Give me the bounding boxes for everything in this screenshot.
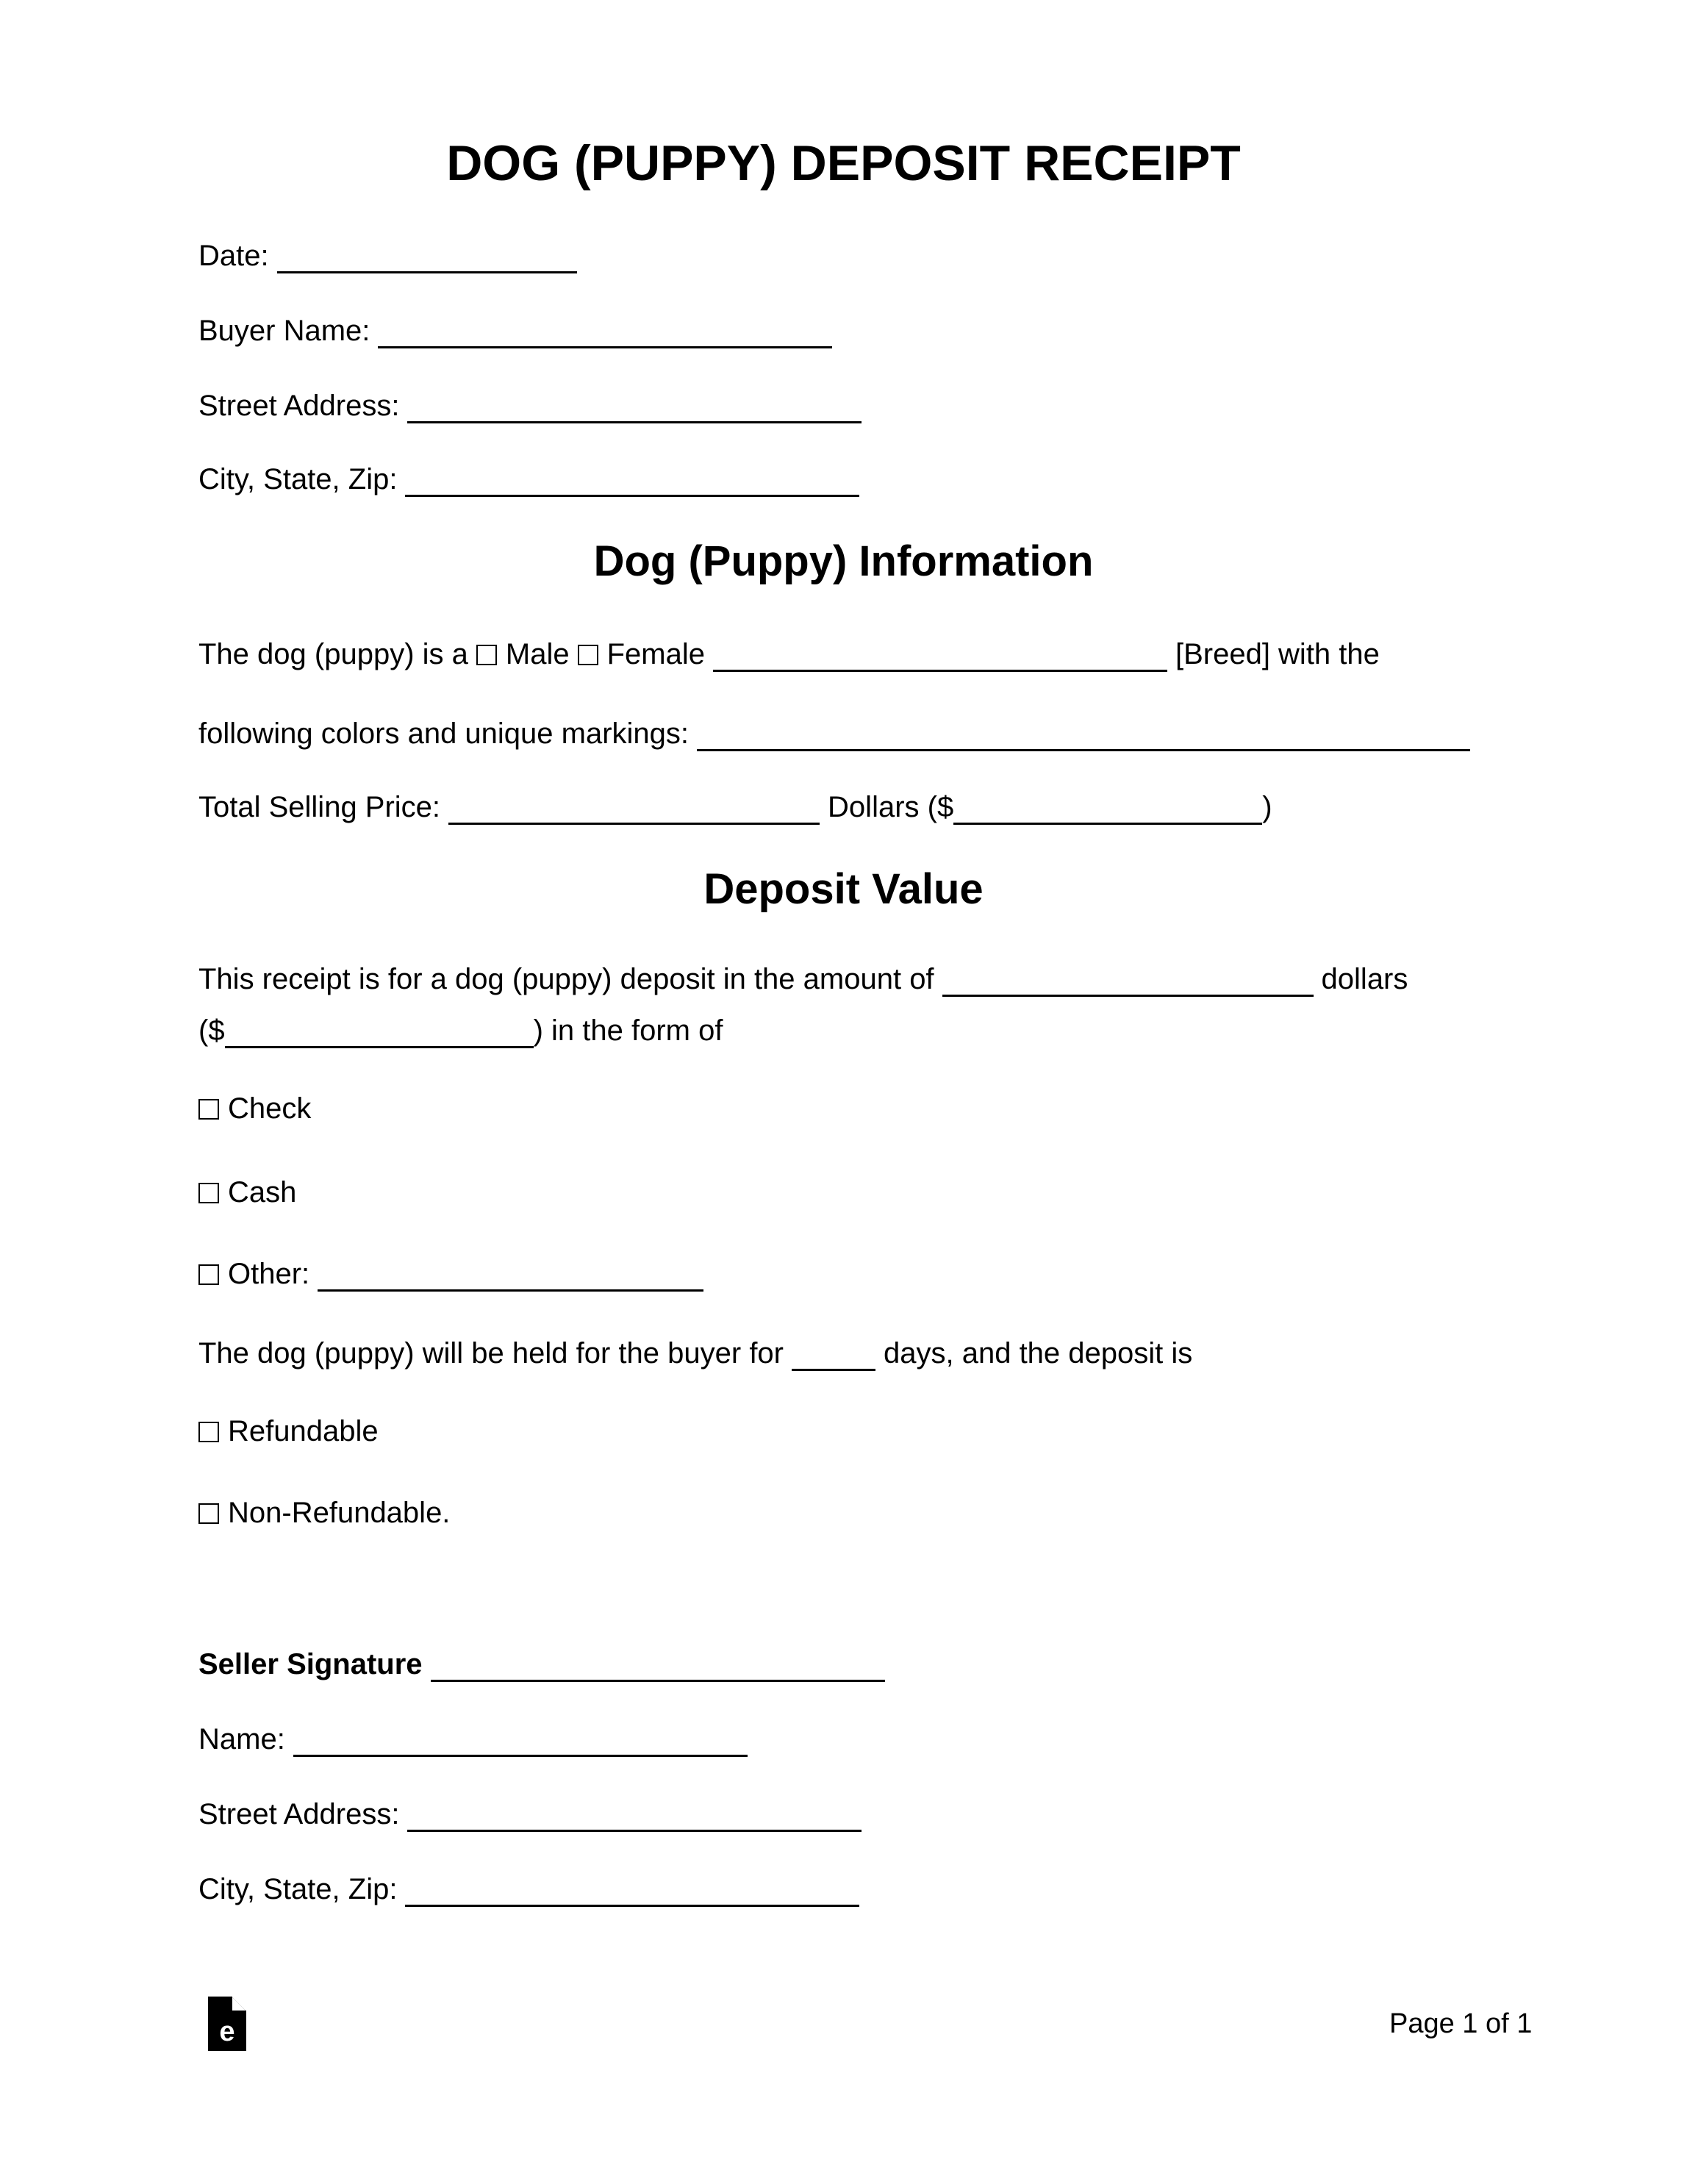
- dog-info-heading: Dog (Puppy) Information: [593, 537, 1094, 585]
- buyer-street-row: [198, 388, 862, 423]
- markings-field[interactable]: [697, 721, 1470, 751]
- other-label: Other:: [228, 1258, 310, 1290]
- document-title: DOG (PUPPY) DEPOSIT RECEIPT: [446, 135, 1241, 191]
- hold-days-row: [198, 1336, 1192, 1371]
- buyer-street-label: Street Address:: [198, 390, 400, 422]
- cash-checkbox[interactable]: [198, 1183, 219, 1203]
- date-field[interactable]: [277, 243, 577, 273]
- buyer-city-row: [198, 462, 859, 497]
- payment-option-other: [198, 1256, 703, 1292]
- dog-line-prefix: The dog (puppy) is a: [198, 638, 468, 670]
- selling-price-label: Total Selling Price:: [198, 791, 441, 823]
- buyer-street-field[interactable]: [407, 393, 862, 423]
- eforms-document-icon: [208, 1997, 246, 2051]
- female-checkbox[interactable]: [578, 645, 598, 665]
- deposit-heading: Deposit Value: [703, 865, 984, 913]
- seller-name-label: Name:: [198, 1723, 285, 1755]
- payment-option-check: [198, 1091, 311, 1126]
- seller-city-label: City, State, Zip:: [198, 1873, 398, 1905]
- selling-price-amount-field[interactable]: [953, 795, 1262, 825]
- hold-prefix: The dog (puppy) will be held for the buyer for: [198, 1337, 784, 1370]
- refund-option-refundable: [198, 1414, 379, 1449]
- other-checkbox[interactable]: [198, 1264, 219, 1285]
- buyer-name-row: [198, 313, 832, 348]
- deposit-form-row: [198, 1013, 723, 1048]
- markings-label: following colors and unique markings:: [198, 717, 690, 750]
- deposit-amount-field[interactable]: [225, 1018, 534, 1048]
- non-refundable-checkbox[interactable]: [198, 1503, 219, 1524]
- male-checkbox[interactable]: [476, 645, 497, 665]
- dog-sex-breed-row: [198, 637, 1380, 672]
- seller-city-row: [198, 1872, 859, 1907]
- buyer-city-field[interactable]: [405, 467, 859, 497]
- cash-label: Cash: [228, 1176, 297, 1209]
- seller-signature-row: [198, 1647, 885, 1682]
- dollars-label: Dollars ($: [828, 791, 954, 823]
- date-label: Date:: [198, 240, 269, 272]
- seller-street-row: [198, 1797, 862, 1832]
- page-number: Page 1 of 1: [1389, 2008, 1533, 2039]
- female-label: Female: [606, 638, 705, 670]
- buyer-city-label: City, State, Zip:: [198, 463, 398, 495]
- markings-row: [198, 716, 1470, 751]
- check-checkbox[interactable]: [198, 1099, 219, 1120]
- refund-option-non-refundable: [198, 1495, 450, 1530]
- seller-city-field[interactable]: [405, 1877, 859, 1907]
- male-label: Male: [505, 638, 570, 670]
- refundable-checkbox[interactable]: [198, 1422, 219, 1442]
- breed-field[interactable]: [713, 642, 1167, 672]
- deposit-form-suffix: ) in the form of: [533, 1014, 723, 1047]
- other-field[interactable]: [318, 1261, 703, 1292]
- refundable-label: Refundable: [228, 1415, 379, 1447]
- deposit-amount-words-field[interactable]: [942, 967, 1314, 997]
- check-label: Check: [228, 1092, 312, 1125]
- date-row: [198, 238, 577, 273]
- buyer-name-field[interactable]: [378, 318, 832, 348]
- deposit-paren-open: ($: [198, 1014, 225, 1047]
- hold-suffix: days, and the deposit is: [884, 1337, 1193, 1370]
- deposit-amount-prefix: This receipt is for a dog (puppy) deposit in the amount of: [198, 963, 934, 995]
- breed-suffix: [Breed] with the: [1175, 638, 1380, 670]
- non-refundable-label: Non-Refundable.: [228, 1497, 451, 1529]
- payment-option-cash: [198, 1175, 296, 1210]
- seller-signature-label: Seller Signature: [198, 1648, 423, 1680]
- svg-text:e: e: [219, 2016, 235, 2047]
- hold-days-field[interactable]: [792, 1341, 875, 1371]
- seller-signature-field[interactable]: [431, 1652, 885, 1682]
- seller-name-row: [198, 1722, 748, 1757]
- selling-price-words-field[interactable]: [448, 795, 820, 825]
- deposit-amount-row: [198, 962, 1408, 997]
- deposit-amount-suffix: dollars: [1321, 963, 1408, 995]
- close-paren: ): [1262, 791, 1272, 823]
- selling-price-row: [198, 790, 1272, 825]
- seller-street-field[interactable]: [407, 1802, 862, 1832]
- seller-name-field[interactable]: [293, 1727, 748, 1757]
- seller-street-label: Street Address:: [198, 1798, 400, 1830]
- buyer-name-label: Buyer Name:: [198, 315, 370, 347]
